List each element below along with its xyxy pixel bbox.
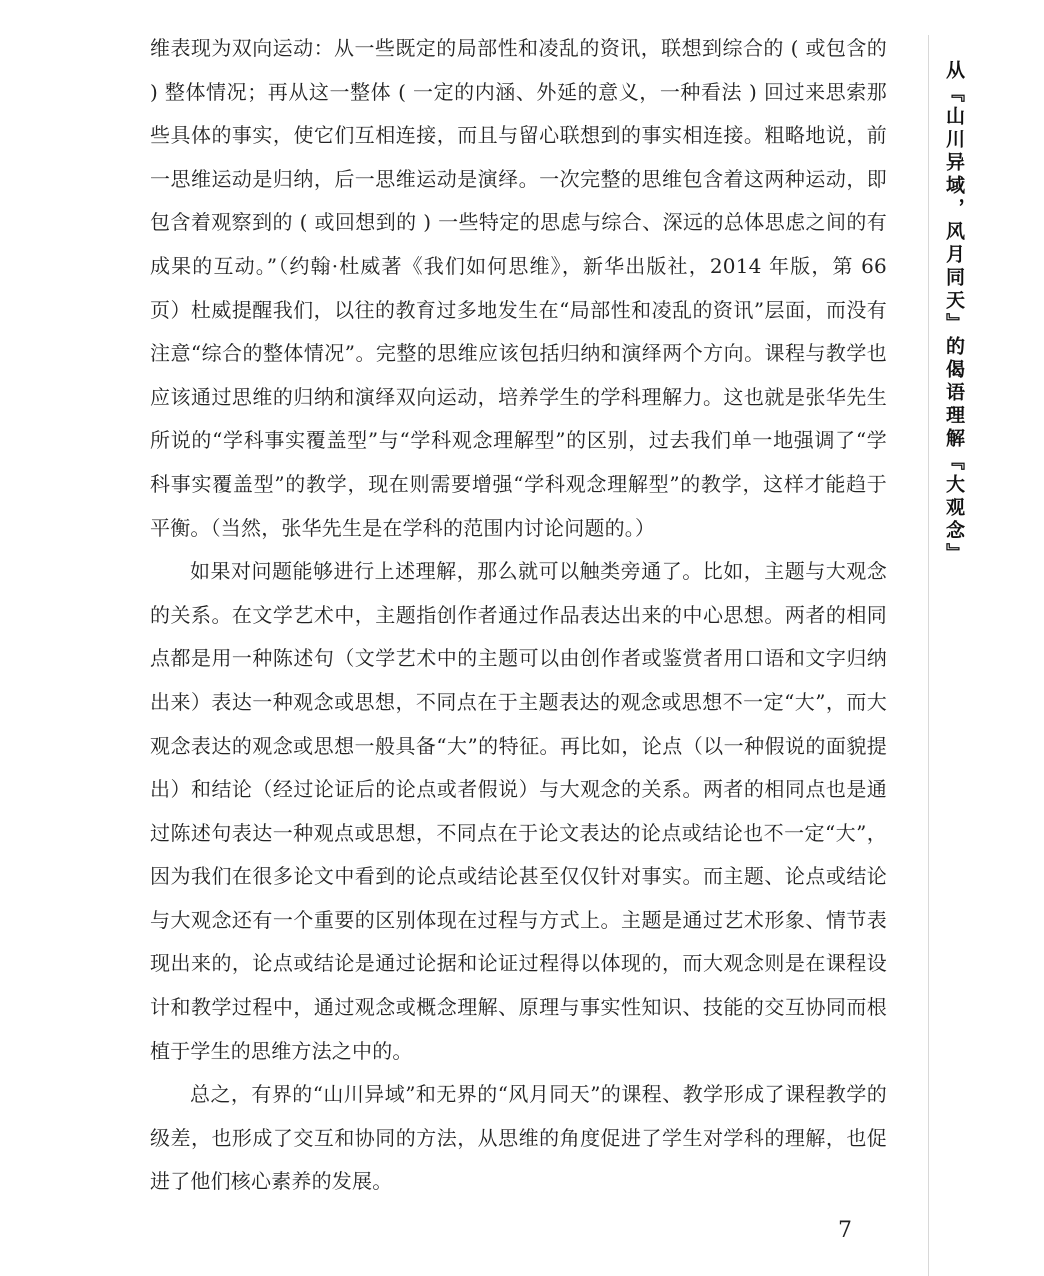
paragraph-conclusion: 总之，有界的“山川异域”和无界的“风月同天”的课程、教学形成了课程教学的级差，也形成了交互和协同的方法，从思维的角度促进了学生对学科的理解，也促进了他们核心素养的发展。 (150, 1082, 887, 1194)
paragraph-continued: 维表现为双向运动：从一些既定的局部性和凌乱的资讯，联想到综合的 ( 或包含的 ) 整体情况；再从这一整体 ( 一定的内涵、外延的意义，一种看法 ) 回过来思索那些具体的事实，使它们互相连接，而且与留心联想到的事实相连接。粗略地说，前一思维运动是归纳，后一思维运动是演绎。一次完整的思维包含着这两种运动，即包含着观察到的 ( 或回想到的 ) 一些特定的思虑与综合、深远的总体思虑之间的有成果的互动。”（约翰·杜威著《我们如何思维》，新华出版社，2014 年版，第 66 页）杜威提醒我们，以往的教育过多地发生在“局部性和凌乱的资讯”层面，而没有注意“综合的整体情况”。完整的思维应该包括归纳和演绎两个方向。课程与教学也应该通过思维的归纳和演绎双向运动，培养学生的学科理解力。这也就是张华先生所说的“学科事实覆盖型”与“学科观念理解型”的区别，过去我们单一地强调了“学科事实覆盖型”的教学，现在则需要增强“学科观念理解型”的教学，这样才能趋于平衡。（当然，张华先生是在学科的范围内讨论问题的。） (150, 36, 887, 540)
page-number: 7 (838, 1218, 852, 1243)
margin-divider (928, 35, 929, 1276)
running-head: 从『山川异域，风月同天』的偈语理解『大观念』 (943, 60, 965, 566)
body-text (150, 27, 887, 1204)
paragraph-topic-relation: 如果对问题能够进行上述理解，那么就可以触类旁通了。比如，主题与大观念的关系。在文学艺术中，主题指创作者通过作品表达出来的中心思想。两者的相同点都是用一种陈述句（文学艺术中的主题可以由创作者或鉴赏者用口语和文字归纳出来）表达一种观念或思想，不同点在于主题表达的观念或思想不一定“大”，而大观念表达的观念或思想一般具备“大”的特征。再比如，论点（以一种假说的面貌提出）和结论（经过论证后的论点或者假说）与大观念的关系。两者的相同点也是通过陈述句表达一种观点或思想，不同点在于论文表达的论点或结论也不一定“大”，因为我们在很多论文中看到的论点或结论甚至仅仅针对事实。而主题、论点或结论与大观念还有一个重要的区别体现在过程与方式上。主题是通过艺术形象、情节表现出来的，论点或结论是通过论据和论证过程得以体现的，而大观念则是在课程设计和教学过程中，通过观念或概念理解、原理与事实性知识、技能的交互协同而根植于学生的思维方法之中的。 (150, 559, 887, 1063)
